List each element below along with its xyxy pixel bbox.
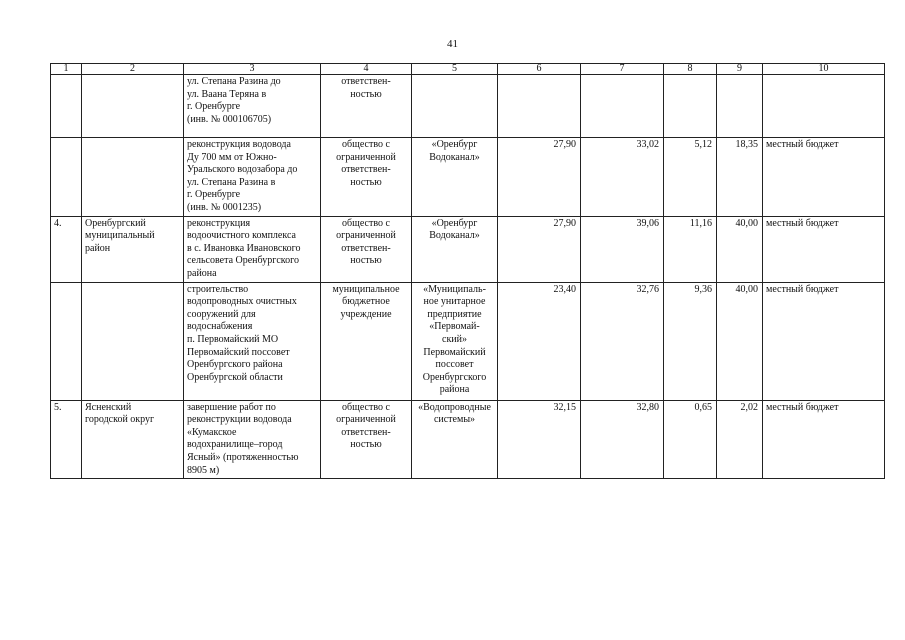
cell-line: (инв. № 0001235) xyxy=(187,201,262,213)
value-col7-cell: 32,76 xyxy=(581,282,664,400)
table-row xyxy=(51,75,885,138)
cell-line: «Кумакское xyxy=(187,426,237,438)
cell-line: 8905 м) xyxy=(187,464,220,476)
organization-cell xyxy=(412,216,498,282)
table-row xyxy=(51,216,885,282)
value-col7-cell: 33,02 xyxy=(581,138,664,217)
header-cell: 9 xyxy=(717,64,763,75)
row-number-cell xyxy=(51,75,82,138)
ownership-form-cell xyxy=(321,216,412,282)
funding-source-cell xyxy=(763,75,885,138)
cell-line: завершение работ по xyxy=(187,401,276,413)
cell-line: Первомайский поссовет xyxy=(187,346,290,358)
value-col8-cell: 9,36 xyxy=(664,282,717,400)
cell-line: Ду 700 мм от Южно- xyxy=(187,151,277,163)
cell-line: ул. Ваана Теряна в xyxy=(187,88,267,100)
cell-line: муниципальный xyxy=(85,230,155,242)
cell-line: (инв. № 000106705) xyxy=(187,113,272,125)
cell-line: сельсовета Оренбургского xyxy=(187,255,299,267)
value-col7-cell: 39,06 xyxy=(581,216,664,282)
cell-line: Водоканал» xyxy=(429,151,480,163)
cell-line: ответствен- xyxy=(341,242,391,254)
value-col6-cell: 27,90 xyxy=(498,138,581,217)
cell-line: реконструкция xyxy=(187,217,251,229)
cell-line: учреждение xyxy=(340,308,392,320)
cell-line: реконструкции водовода xyxy=(187,414,292,426)
ownership-form-cell xyxy=(321,138,412,217)
cell-line: ский» xyxy=(442,333,467,345)
funding-source-cell: местный бюджет xyxy=(763,138,885,217)
organization-cell xyxy=(412,138,498,217)
cell-line: в с. Ивановка Ивановского xyxy=(187,242,301,254)
cell-line: ное унитарное xyxy=(423,296,486,308)
cell-line: общество с xyxy=(342,401,390,413)
cell-line: ограниченной xyxy=(336,414,396,426)
cell-line: Оренбургского xyxy=(422,371,487,383)
cell-line: ностью xyxy=(350,88,382,100)
territory-cell xyxy=(82,75,184,138)
cell-line: водопроводных очистных xyxy=(187,296,297,308)
cell-line: Оренбургского района xyxy=(187,359,283,371)
cell-line: «Первомай- xyxy=(429,321,480,333)
territory-cell xyxy=(82,282,184,400)
cell-line: ограниченной xyxy=(336,151,396,163)
row-number-cell: 4. xyxy=(51,216,82,282)
value-col9-cell: 2,02 xyxy=(717,400,763,479)
cell-line: ул. Степана Разина в xyxy=(187,176,276,188)
row-number-cell xyxy=(51,282,82,400)
ownership-form-cell xyxy=(321,75,412,138)
cell-line: ответствен- xyxy=(341,426,391,438)
funding-source-cell: местный бюджет xyxy=(763,400,885,479)
ownership-form-cell xyxy=(321,282,412,400)
territory-cell xyxy=(82,138,184,217)
object-cell xyxy=(184,216,321,282)
header-cell: 2 xyxy=(82,64,184,75)
cell-line: Оренбургский xyxy=(85,217,146,229)
cell-line: бюджетное xyxy=(342,296,390,308)
value-col9-cell: 40,00 xyxy=(717,216,763,282)
header-cell: 6 xyxy=(498,64,581,75)
value-col6-cell: 27,90 xyxy=(498,216,581,282)
value-col8-cell: 5,12 xyxy=(664,138,717,217)
header-cell: 4 xyxy=(321,64,412,75)
cell-line: г. Оренбурге xyxy=(187,189,241,201)
value-col8-cell: 0,65 xyxy=(664,400,717,479)
organization-cell xyxy=(412,400,498,479)
value-col6-cell: 23,40 xyxy=(498,282,581,400)
header-cell: 7 xyxy=(581,64,664,75)
cell-line: предприятие xyxy=(427,308,482,320)
value-col7-cell: 32,80 xyxy=(581,400,664,479)
cell-line: общество с xyxy=(342,217,390,229)
cell-line: г. Оренбурге xyxy=(187,101,241,113)
cell-line: Оренбургской области xyxy=(187,371,283,383)
object-cell xyxy=(184,138,321,217)
cell-line: «Водопроводные xyxy=(418,401,491,413)
cell-line: «Оренбург xyxy=(431,139,478,150)
territory-cell xyxy=(82,216,184,282)
cell-line: Первомайский xyxy=(423,346,486,358)
header-cell: 10 xyxy=(763,64,885,75)
cell-line: общество с xyxy=(342,139,390,150)
header-cell: 3 xyxy=(184,64,321,75)
cell-line: Водоканал» xyxy=(429,230,480,242)
header-cell: 1 xyxy=(51,64,82,75)
cell-line: муниципальное xyxy=(332,283,400,295)
object-cell xyxy=(184,400,321,479)
cell-line: ответствен- xyxy=(341,164,391,176)
cell-line: водохранилище–город xyxy=(187,439,283,451)
cell-line: ностью xyxy=(350,439,382,451)
table-row xyxy=(51,282,885,400)
funding-source-cell: местный бюджет xyxy=(763,216,885,282)
cell-line: «Оренбург xyxy=(431,217,478,229)
cell-line: ответствен- xyxy=(341,76,391,87)
cell-line: район xyxy=(85,242,111,254)
value-col9-cell xyxy=(717,75,763,138)
cell-line: района xyxy=(439,384,470,396)
investment-table xyxy=(50,63,885,479)
territory-cell xyxy=(82,400,184,479)
value-col9-cell: 40,00 xyxy=(717,282,763,400)
cell-line: водоочистного комплекса xyxy=(187,230,296,242)
table-row xyxy=(51,138,885,217)
organization-cell xyxy=(412,282,498,400)
cell-line: Уральского водозабора до xyxy=(187,164,298,176)
cell-line: реконструкция водовода xyxy=(187,139,291,150)
ownership-form-cell xyxy=(321,400,412,479)
value-col9-cell: 18,35 xyxy=(717,138,763,217)
value-col7-cell xyxy=(581,75,664,138)
row-number-cell: 5. xyxy=(51,400,82,479)
organization-cell xyxy=(412,75,498,138)
cell-line: Ясный» (протяженностью xyxy=(187,451,299,463)
value-col6-cell: 32,15 xyxy=(498,400,581,479)
page-number: 41 xyxy=(447,38,458,50)
cell-line: городской округ xyxy=(85,414,155,426)
header-row xyxy=(51,64,885,75)
cell-line: строительство xyxy=(187,283,249,295)
header-cell: 8 xyxy=(664,64,717,75)
cell-line: системы» xyxy=(433,414,476,426)
cell-line: п. Первомайский МО xyxy=(187,333,279,345)
cell-line: ограниченной xyxy=(336,230,396,242)
header-cell: 5 xyxy=(412,64,498,75)
cell-line: ностью xyxy=(350,255,382,267)
cell-line: ул. Степана Разина до xyxy=(187,76,281,87)
row-number-cell xyxy=(51,138,82,217)
cell-line: сооружений для xyxy=(187,308,256,320)
funding-source-cell: местный бюджет xyxy=(763,282,885,400)
cell-line: водоснабжения xyxy=(187,321,253,333)
value-col6-cell xyxy=(498,75,581,138)
object-cell xyxy=(184,75,321,138)
table-row xyxy=(51,400,885,479)
cell-line: «Муниципаль- xyxy=(423,283,486,295)
object-cell xyxy=(184,282,321,400)
value-col8-cell: 11,16 xyxy=(664,216,717,282)
cell-line: Ясненский xyxy=(85,401,132,413)
cell-line: поссовет xyxy=(435,359,474,371)
cell-line: района xyxy=(187,267,217,279)
value-col8-cell xyxy=(664,75,717,138)
cell-line: ностью xyxy=(350,176,382,188)
